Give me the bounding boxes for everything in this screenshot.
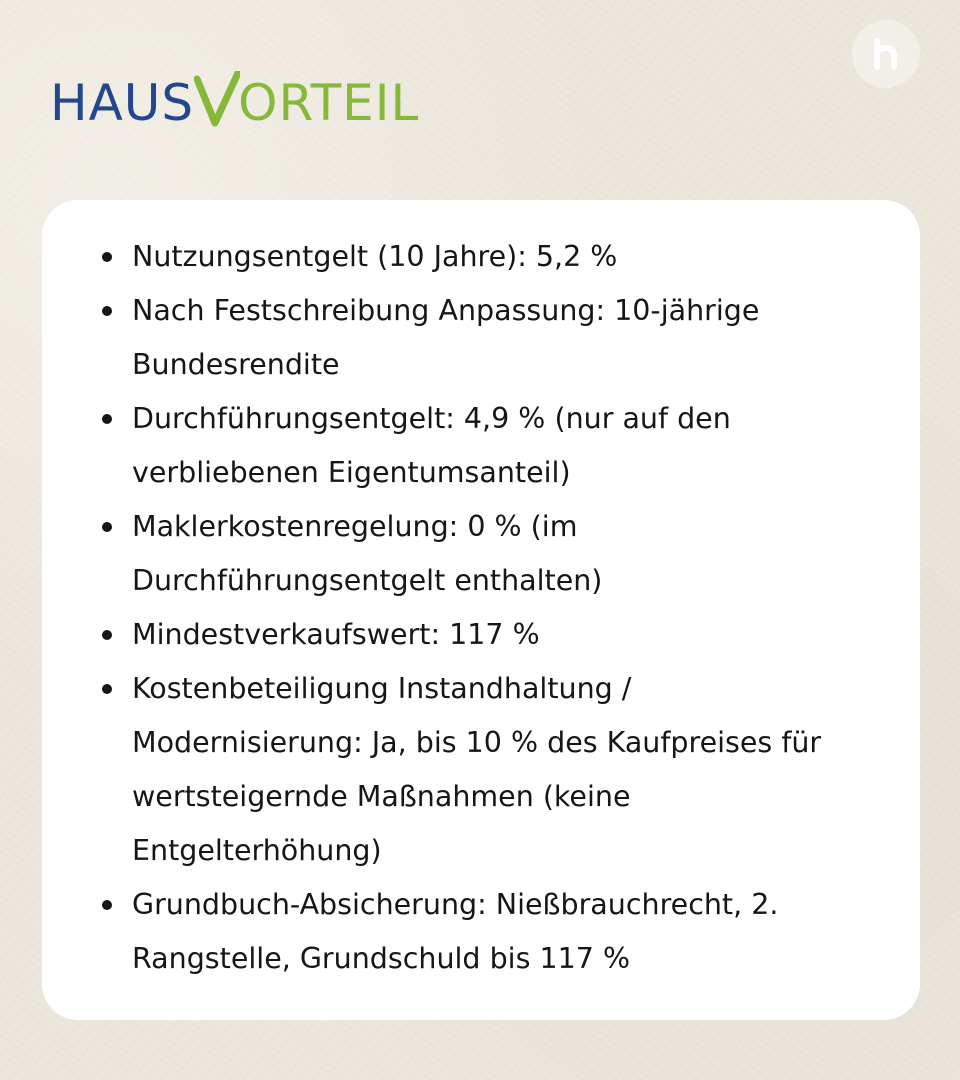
bullet-icon bbox=[102, 900, 112, 910]
list-item bbox=[132, 392, 870, 500]
list-item-text: Kostenbeteiligung Instandhaltung / Modernisierung: Ja, bis 10 % des Kaufpreises für wertsteigernde Maßnahmen (keine Entgelterhöhung) bbox=[132, 672, 822, 867]
conditions-list bbox=[132, 230, 870, 986]
list-item-text: Grundbuch-Absicherung: Nießbrauchrecht, 2. Rangstelle, Grundschuld bis 117 % bbox=[132, 888, 779, 975]
hausvorteil-logo bbox=[50, 62, 420, 132]
list-item-text: Mindestverkaufswert: 117 % bbox=[132, 618, 540, 651]
bullet-icon bbox=[102, 252, 112, 262]
list-item bbox=[132, 284, 870, 392]
bullet-icon bbox=[102, 306, 112, 316]
bullet-icon bbox=[102, 630, 112, 640]
list-item-text: Nach Festschreibung Anpassung: 10-jährige Bundesrendite bbox=[132, 294, 760, 381]
list-item-text: Nutzungsentgelt (10 Jahre): 5,2 % bbox=[132, 240, 618, 273]
logo-text-haus: HAUS bbox=[50, 74, 195, 132]
logo-text-orteil: ORTEIL bbox=[238, 74, 420, 132]
v-checkmark-icon bbox=[194, 71, 240, 131]
list-item bbox=[132, 500, 870, 608]
bullet-icon bbox=[102, 522, 112, 532]
list-item-text: Maklerkostenregelung: 0 % (im Durchführungsentgelt enthalten) bbox=[132, 510, 603, 597]
bullet-icon bbox=[102, 414, 112, 424]
bullet-icon bbox=[102, 684, 112, 694]
list-item-text: Durchführungsentgelt: 4,9 % (nur auf den verbliebenen Eigentumsanteil) bbox=[132, 402, 731, 489]
conditions-card bbox=[42, 200, 920, 1020]
list-item bbox=[132, 878, 870, 986]
list-item bbox=[132, 608, 870, 662]
h-letter-icon bbox=[852, 20, 920, 88]
list-item bbox=[132, 230, 870, 284]
list-item bbox=[132, 662, 870, 878]
